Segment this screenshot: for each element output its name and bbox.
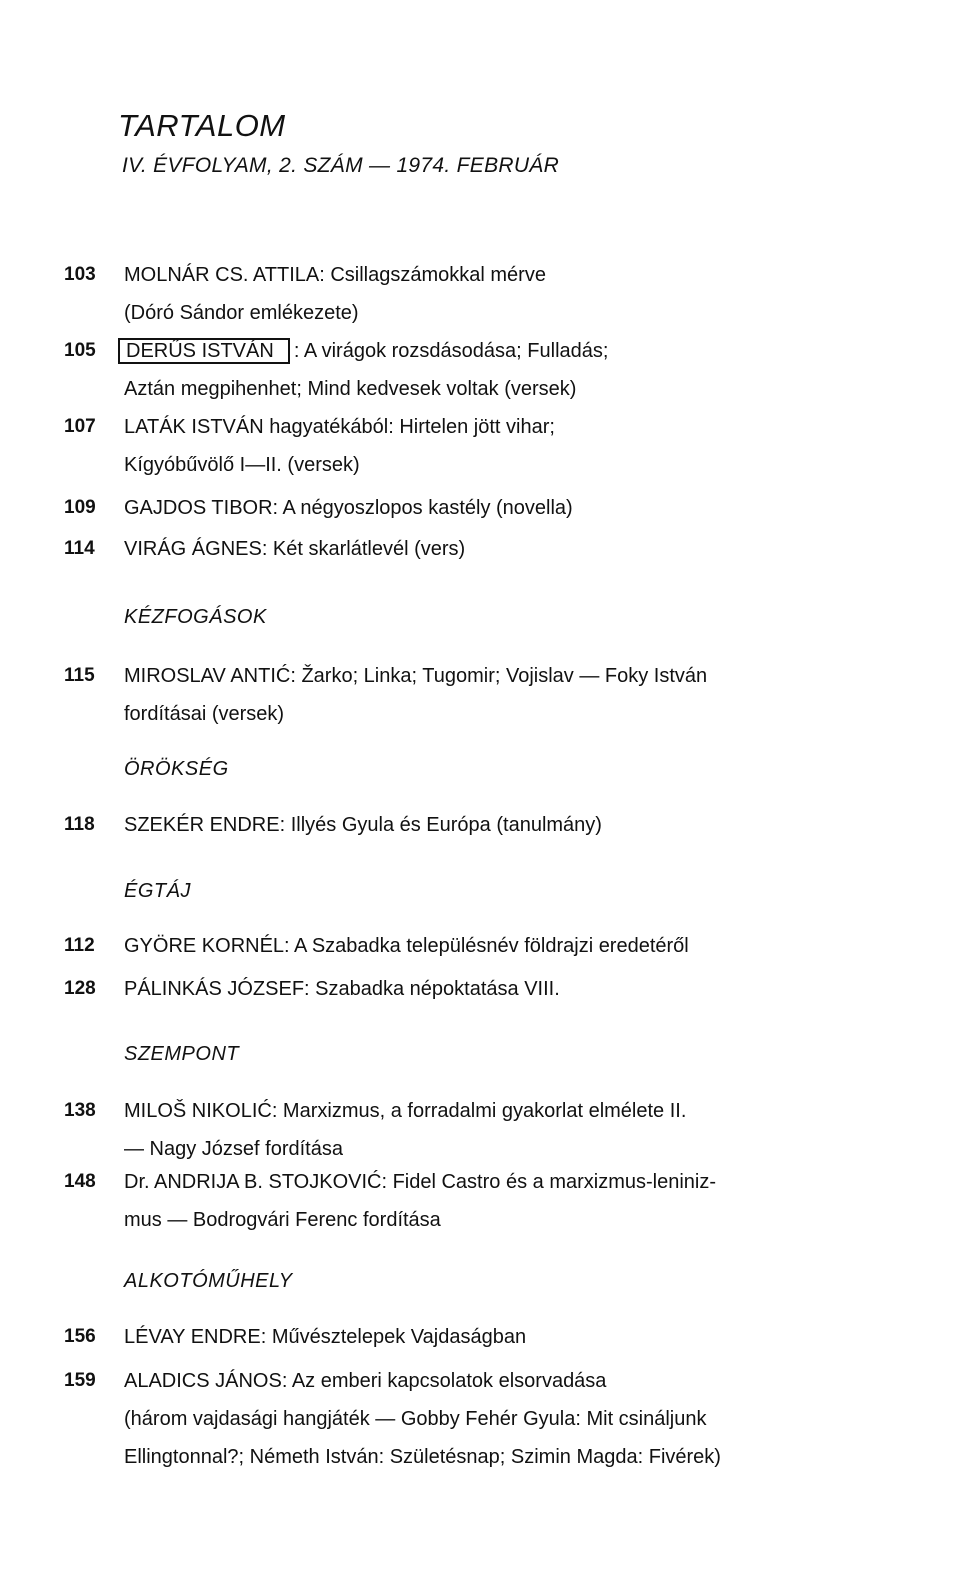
page-number: 138 [64, 1100, 96, 1121]
entry-line: PÁLINKÁS JÓZSEF: Szabadka népoktatása VIII. [124, 978, 560, 1000]
page-number: 159 [64, 1370, 96, 1391]
entry-text [124, 657, 894, 733]
entry-text [124, 1163, 894, 1239]
page-title: TARTALOM [118, 108, 286, 143]
entry-line: Kígyóbűvölő I—II. (versek) [124, 454, 360, 476]
entry-text [124, 1318, 894, 1356]
entry-line: fordításai (versek) [124, 703, 285, 725]
section-heading: ALKOTÓMŰHELY [124, 1270, 293, 1292]
entry-text [124, 927, 894, 965]
entry-text [124, 256, 894, 332]
entry-line: (három vajdasági hangjáték — Gobby Fehér Gyula: Mit csináljunk [124, 1408, 707, 1430]
entry-text [124, 806, 894, 844]
page-number: 115 [64, 665, 95, 686]
page-number: 148 [64, 1171, 96, 1192]
entry-title: : A virágok rozsdásodása; Fulladás; [293, 340, 609, 362]
page-number: 105 [64, 340, 96, 361]
entry-line: Ellingtonnal?; Németh István: Születésnap; Szimin Magda: Fivérek) [124, 1446, 721, 1468]
entry-text [124, 1092, 894, 1168]
entry-text [124, 408, 894, 484]
entry-line: LATÁK ISTVÁN hagyatékából: Hirtelen jött vihar; [124, 416, 555, 438]
entry-line: GAJDOS TIBOR: A négyoszlopos kastély (novella) [124, 497, 573, 519]
section-heading: ÉGTÁJ [124, 880, 191, 902]
entry-line: mus — Bodrogvári Ferenc fordítása [124, 1209, 441, 1231]
page-number: 107 [64, 416, 96, 437]
entry-line [124, 332, 894, 370]
entry-line: MOLNÁR CS. ATTILA: Csillagszámokkal mérve [124, 264, 546, 286]
entry-line: SZEKÉR ENDRE: Illyés Gyula és Európa (tanulmány) [124, 814, 602, 836]
entry-line: MIROSLAV ANTIĆ: Žarko; Linka; Tugomir; Vojislav — Foky István [124, 665, 708, 687]
page-number: 112 [64, 935, 95, 956]
page-number: 156 [64, 1326, 96, 1347]
entry-text [124, 332, 894, 408]
entry-line: — Nagy József fordítása [124, 1138, 343, 1160]
entry-line: ALADICS JÁNOS: Az emberi kapcsolatok elsorvadása [124, 1370, 607, 1392]
boxed-author: DERŰS ISTVÁN [118, 338, 290, 364]
page-number: 109 [64, 497, 96, 518]
section-heading: KÉZFOGÁSOK [124, 606, 267, 628]
entry-line: Dr. ANDRIJA B. STOJKOVIĆ: Fidel Castro és a marxizmus-leniniz- [124, 1171, 717, 1193]
section-heading: ÖRÖKSÉG [124, 758, 229, 780]
entry-line: VIRÁG ÁGNES: Két skarlátlevél (vers) [124, 538, 466, 560]
entry-line: Aztán megpihenhet; Mind kedvesek voltak (versek) [124, 378, 577, 400]
page-number: 118 [64, 814, 95, 835]
entry-line: LÉVAY ENDRE: Művésztelepek Vajdaságban [124, 1326, 527, 1348]
page-number: 128 [64, 978, 96, 999]
issue-info: IV. ÉVFOLYAM, 2. SZÁM — 1974. FEBRUÁR [122, 154, 560, 177]
page-number: 114 [64, 538, 95, 559]
entry-text [124, 970, 894, 1008]
entry-text [124, 1362, 894, 1476]
page-number: 103 [64, 264, 96, 285]
entry-line: GYÖRE KORNÉL: A Szabadka településnév földrajzi eredetéről [124, 935, 689, 957]
entry-line: MILOŠ NIKOLIĆ: Marxizmus, a forradalmi gyakorlat elmélete II. [124, 1100, 687, 1122]
entry-text [124, 530, 894, 568]
entry-line: (Dóró Sándor emlékezete) [124, 302, 359, 324]
entry-text [124, 489, 894, 527]
section-heading: SZEMPONT [124, 1043, 240, 1065]
